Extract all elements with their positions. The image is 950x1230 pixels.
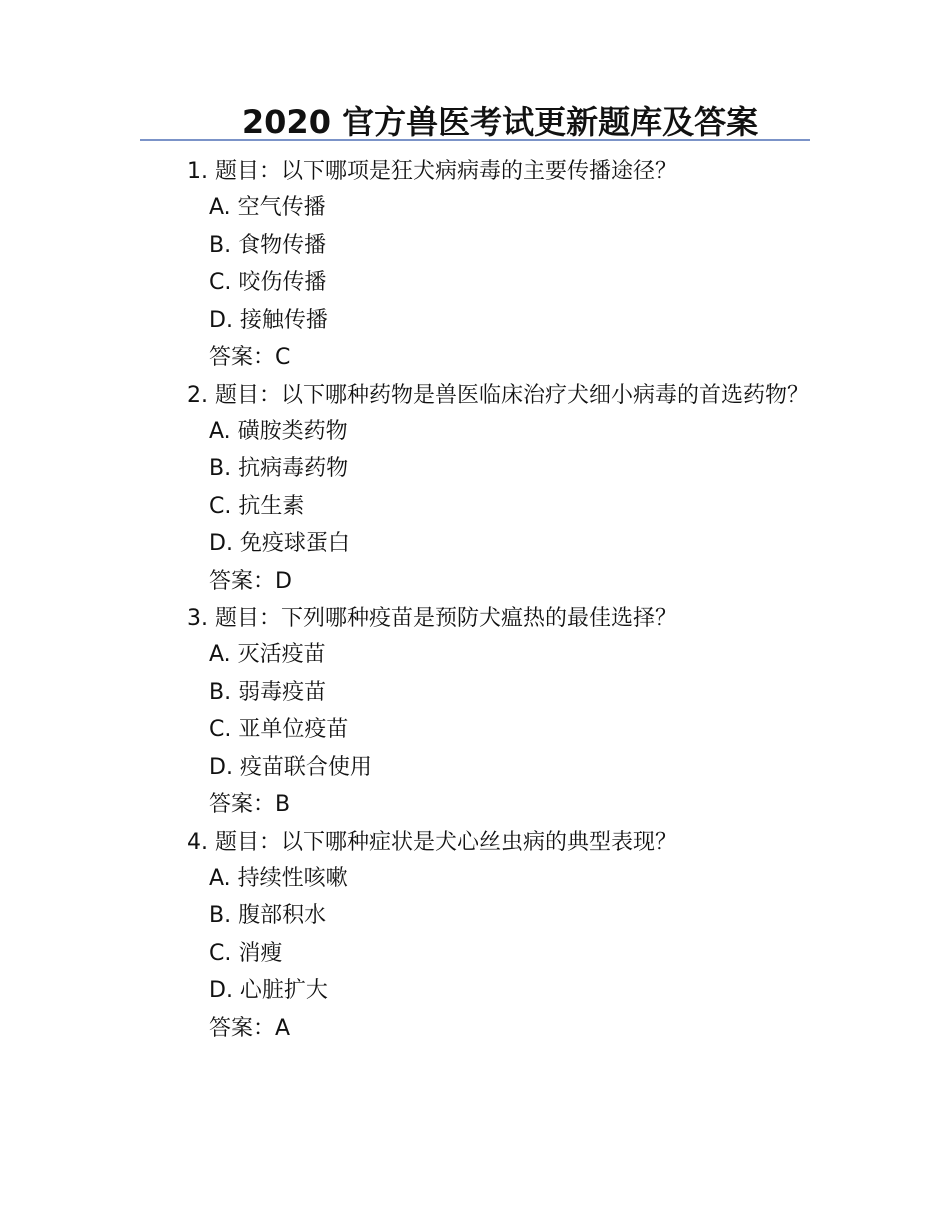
option-b: B. 食物传播	[209, 232, 327, 258]
option-a: A. 灭活疫苗	[209, 642, 326, 667]
option-b: B. 抗病毒药物	[209, 456, 349, 481]
option-d: D. 疫苗联合使用	[209, 754, 372, 780]
question-stem: 2. 题目：以下哪种药物是兽医临床治疗犬细小病毒的首选药物？	[187, 382, 809, 408]
option-b: B. 弱毒疫苗	[209, 679, 327, 705]
question-stem: 1. 题目：以下哪项是狂犬病病毒的主要传播途径？	[187, 159, 677, 184]
option-a: A. 持续性咳嗽	[209, 865, 348, 891]
option-c: C. 消瘦	[209, 940, 283, 966]
option-c: C. 咬伤传播	[209, 270, 327, 295]
option-d: D. 免疫球蛋白	[209, 531, 350, 556]
answer: 答案：B	[209, 792, 291, 817]
question-3	[140, 600, 812, 824]
answer: 答案：D	[209, 568, 292, 594]
option-c: C. 亚单位疫苗	[209, 717, 349, 742]
question-stem: 3. 题目：下列哪种疫苗是预防犬瘟热的最佳选择？	[187, 606, 677, 631]
answer: 答案：A	[209, 1015, 291, 1041]
document-title: 2020 官方兽医考试更新题库及答案	[241, 103, 759, 141]
answer: 答案：C	[209, 345, 291, 370]
option-a: A. 磺胺类药物	[209, 418, 348, 444]
option-a: A. 空气传播	[209, 195, 326, 220]
option-b: B. 腹部积水	[209, 903, 327, 928]
question-2	[140, 377, 812, 601]
question-list	[140, 153, 812, 1047]
question-4	[140, 824, 812, 1048]
option-d: D. 心脏扩大	[209, 978, 328, 1003]
option-d: D. 接触传播	[209, 307, 328, 333]
title-underline	[140, 139, 810, 141]
question-stem: 4. 题目：以下哪种症状是犬心丝虫病的典型表现？	[187, 829, 677, 855]
question-1	[140, 153, 812, 377]
option-c: C. 抗生素	[209, 493, 305, 519]
